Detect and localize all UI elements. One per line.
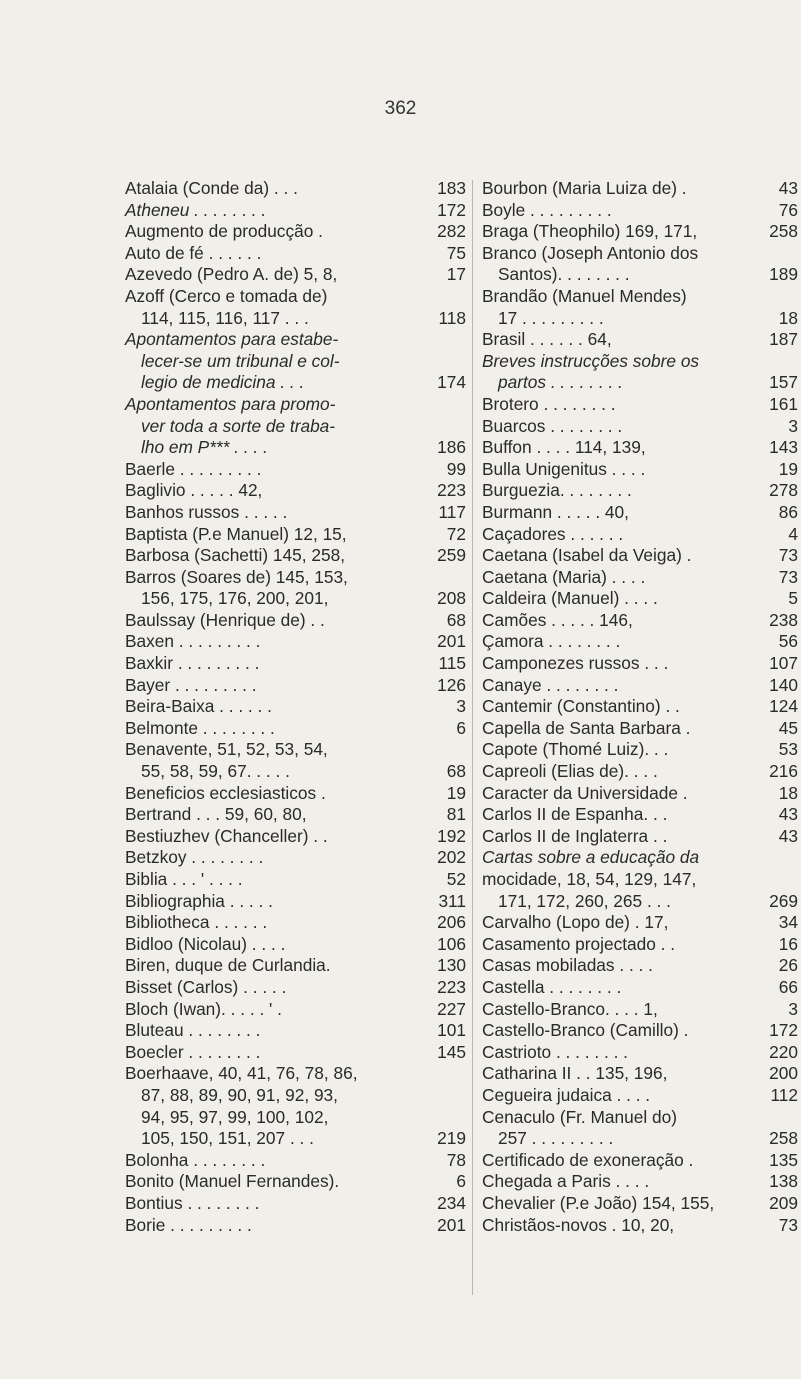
index-entry	[482, 1042, 798, 1064]
index-entry	[482, 804, 798, 826]
index-entry	[482, 718, 798, 740]
index-entry	[125, 221, 466, 243]
index-entry	[125, 1063, 466, 1149]
index-entry-text: Carlos II de Espanha. . .	[482, 804, 668, 825]
index-entry-page: 259	[437, 545, 466, 566]
index-entry-text: Atheneu . . . . . . . .	[125, 199, 267, 220]
index-entry-page: 201	[437, 1214, 466, 1235]
index-entry	[125, 1042, 466, 1064]
index-entry	[125, 675, 466, 697]
index-entry	[482, 783, 798, 805]
index-entry	[482, 1150, 798, 1172]
index-entry	[125, 1020, 466, 1042]
index-entry-page: 68	[446, 761, 466, 782]
index-entry-page: 107	[769, 653, 798, 674]
index-entry-text: Burmann . . . . . 40,	[482, 501, 629, 522]
index-entry	[482, 416, 798, 438]
index-entry-page: 183	[437, 178, 466, 198]
index-entry	[125, 826, 466, 848]
index-entry-page: 68	[446, 609, 466, 630]
index-entry-text: Camponezes russos . . .	[482, 653, 669, 674]
index-entry-page: 278	[769, 480, 798, 501]
index-entry	[125, 480, 466, 502]
index-entry-text: Bonito (Manuel Fernandes).	[125, 1171, 340, 1192]
index-entry-text: Casamento projectado . .	[482, 933, 676, 954]
index-entry-page: 75	[446, 242, 466, 263]
index-entry-page: 73	[778, 566, 798, 587]
index-entry-page: 208	[437, 588, 466, 609]
index-entry-page: 192	[437, 825, 466, 846]
index-entry-text: Castello-Branco. . . . 1,	[482, 998, 658, 1019]
index-entry	[482, 934, 798, 956]
index-entry-text: 114, 115, 116, 117 . . .	[141, 307, 309, 328]
index-entry-page: 45	[778, 717, 798, 738]
index-entry	[482, 1085, 798, 1107]
index-entry-text: Barbosa (Sachetti) 145, 258,	[125, 545, 345, 566]
index-entry-text: Bidloo (Nicolau) . . . .	[125, 933, 286, 954]
index-entry-text: Benavente, 51, 52, 53, 54,	[125, 739, 328, 760]
index-entry	[125, 394, 466, 459]
index-entry-page: 18	[778, 782, 798, 803]
index-entry	[482, 739, 798, 761]
index-entry-page: 115	[438, 653, 466, 674]
page-number: 362	[384, 98, 417, 119]
index-entry-page: 73	[778, 1214, 798, 1235]
index-entry	[125, 1171, 466, 1193]
index-entry-text: Baulssay (Henrique de) . .	[125, 609, 325, 630]
index-entry-page: 130	[437, 955, 466, 976]
index-entry-text: 94, 95, 97, 99, 100, 102,	[141, 1106, 329, 1127]
index-entry-page: 135	[769, 1149, 798, 1170]
index-entry	[482, 1171, 798, 1193]
index-entry-page: 53	[778, 739, 798, 760]
index-entry	[482, 696, 798, 718]
index-entry-text: Banhos russos . . . . .	[125, 501, 288, 522]
index-entry	[125, 1150, 466, 1172]
index-entry-page: 161	[769, 393, 798, 414]
index-entry-text: Çamora . . . . . . . .	[482, 631, 621, 652]
index-entry-text: partos . . . . . . . .	[498, 372, 623, 393]
index-entry-text: Boyle . . . . . . . . .	[482, 199, 612, 220]
index-entry-page: 43	[778, 825, 798, 846]
index-entry	[125, 847, 466, 869]
index-entry-text: Baxen . . . . . . . . .	[125, 631, 261, 652]
index-entry	[125, 783, 466, 805]
index-entry-text: Augmento de producção .	[125, 221, 323, 242]
index-entry-page: 19	[446, 782, 466, 803]
index-entry-text: Brasil . . . . . . 64,	[482, 329, 612, 350]
index-entry-page: 201	[437, 631, 466, 652]
index-entry-text: legio de medicina . . .	[141, 372, 305, 393]
index-entry	[125, 999, 466, 1021]
index-entry-page: 34	[778, 912, 798, 933]
index-entry-page: 4	[788, 523, 798, 544]
index-entry-page: 17	[446, 264, 466, 285]
index-entry	[125, 178, 466, 200]
index-entry-text: Capote (Thomé Luiz). . .	[482, 739, 669, 760]
index-entry-page: 19	[778, 458, 798, 479]
index-entry	[125, 718, 466, 740]
index-entry-page: 157	[769, 372, 798, 393]
index-entry-page: 282	[437, 221, 466, 242]
index-entry-page: 52	[446, 869, 466, 889]
index-entry	[482, 567, 798, 589]
index-entry	[482, 1215, 798, 1237]
index-entry-page: 6	[456, 1171, 466, 1192]
index-entry	[482, 200, 798, 222]
index-entry-page: 3	[456, 696, 466, 717]
index-entry-page: 187	[769, 329, 798, 350]
index-entry-page: 16	[778, 933, 798, 954]
index-entry-text: Castrioto . . . . . . . .	[482, 1041, 628, 1062]
index-entry-text: Canaye . . . . . . . .	[482, 674, 619, 695]
index-entry-text: Atalaia (Conde da) . . .	[125, 178, 298, 198]
index-entry	[125, 264, 466, 286]
index-entry-text: Belmonte . . . . . . . .	[125, 717, 275, 738]
index-entry-page: 5	[788, 588, 798, 609]
index-entry	[482, 286, 798, 329]
index-column-right	[482, 178, 798, 1236]
index-entry	[482, 243, 798, 286]
index-entry-text: Buarcos . . . . . . . .	[482, 415, 623, 436]
index-entry-text: Caracter da Universidade .	[482, 782, 688, 803]
index-entry-page: 186	[437, 437, 466, 458]
index-entry	[125, 459, 466, 481]
index-entry-page: 200	[769, 1063, 798, 1084]
index-entry	[482, 459, 798, 481]
index-entry-page: 43	[778, 804, 798, 825]
index-entry	[125, 1193, 466, 1215]
index-entry-page: 3	[788, 998, 798, 1019]
index-entry-page: 140	[769, 674, 798, 695]
index-entry-text: Bibliotheca . . . . . .	[125, 912, 268, 933]
index-entry	[125, 243, 466, 265]
index-entry-page: 145	[437, 1041, 466, 1062]
index-entry	[125, 524, 466, 546]
index-column-left	[125, 178, 466, 1236]
index-entry	[482, 912, 798, 934]
index-entry-page: 73	[778, 545, 798, 566]
index-entry-text: Caçadores . . . . . .	[482, 523, 624, 544]
index-entry	[125, 955, 466, 977]
index-entry-text: Caetana (Maria) . . . .	[482, 566, 646, 587]
index-entry-text: Bertrand . . . 59, 60, 80,	[125, 804, 307, 825]
index-entry-text: Chevalier (P.e João) 154, 155,	[482, 1192, 715, 1213]
index-entry-text: Barros (Soares de) 145, 153,	[125, 566, 348, 587]
index-entry	[125, 502, 466, 524]
index-entry-text: Baerle . . . . . . . . .	[125, 458, 262, 479]
index-entry-page: 234	[437, 1192, 466, 1213]
index-entry-page: 258	[769, 221, 798, 242]
index-entry-page: 172	[437, 199, 466, 220]
index-entry-page: 124	[769, 696, 798, 717]
index-entry-text: Beneficios ecclesiasticos .	[125, 782, 326, 803]
index-entry-page: 238	[769, 609, 798, 630]
index-entry-text: Santos). . . . . . . .	[498, 264, 630, 285]
index-entry-text: Brandão (Manuel Mendes)	[482, 285, 687, 306]
index-entry-text: Castella . . . . . . . .	[482, 976, 622, 997]
index-entry	[125, 1215, 466, 1237]
index-entry	[125, 696, 466, 718]
index-entry-text: Camões . . . . . 146,	[482, 609, 633, 630]
index-entry-text: Buffon . . . . 114, 139,	[482, 437, 646, 458]
index-entry-text: Bluteau . . . . . . . .	[125, 1020, 261, 1041]
index-entry-page: 43	[778, 178, 798, 198]
index-entry	[125, 804, 466, 826]
index-entry	[125, 545, 466, 567]
index-entry-page: 216	[769, 761, 798, 782]
index-entry	[482, 761, 798, 783]
index-entry-page: 219	[437, 1128, 466, 1149]
index-entry-text: Bisset (Carlos) . . . . .	[125, 976, 287, 997]
index-entry-text: Cenaculo (Fr. Manuel do)	[482, 1106, 677, 1127]
index-entry-page: 66	[778, 976, 798, 997]
index-entry	[482, 524, 798, 546]
index-entry	[482, 1107, 798, 1150]
index-entry-text: lecer-se um tribunal e col-	[141, 350, 340, 371]
index-entry-page: 209	[769, 1192, 798, 1213]
index-entry-page: 76	[778, 199, 798, 220]
index-entry-text: Burguezia. . . . . . . .	[482, 480, 632, 501]
index-entry	[125, 286, 466, 329]
index-entry	[125, 891, 466, 913]
index-entry-text: Azevedo (Pedro A. de) 5, 8,	[125, 264, 338, 285]
index-entry	[482, 847, 798, 869]
index-entry	[482, 437, 798, 459]
index-entry-page: 206	[437, 912, 466, 933]
index-entry-text: Bolonha . . . . . . . .	[125, 1149, 266, 1170]
index-entry-text: Beira-Baixa . . . . . .	[125, 696, 272, 717]
index-entry-text: Branco (Joseph Antonio dos	[482, 242, 699, 263]
index-entry-text: Cegueira judaica . . . .	[482, 1084, 651, 1105]
index-entry	[482, 178, 798, 200]
index-entry-text: Bontius . . . . . . . .	[125, 1192, 260, 1213]
index-entry	[125, 739, 466, 782]
index-entry-text: lho em P*** . . . .	[141, 437, 268, 458]
index-entry-text: Carvalho (Lopo de) . 17,	[482, 912, 669, 933]
index-entry	[482, 653, 798, 675]
index-entry-text: Biblia . . . ' . . . .	[125, 869, 243, 889]
index-entry-text: Bloch (Iwan). . . . . ' .	[125, 998, 282, 1019]
index-entry	[482, 1063, 798, 1085]
index-entry-text: Catharina II . . 135, 196,	[482, 1063, 668, 1084]
index-entry	[482, 955, 798, 977]
index-entry-text: Cartas sobre a educação da	[482, 847, 700, 868]
index-entry-text: 87, 88, 89, 90, 91, 92, 93,	[141, 1084, 338, 1105]
index-entry-page: 106	[437, 933, 466, 954]
index-entry	[482, 1193, 798, 1215]
index-entry-page: 143	[769, 437, 798, 458]
index-entry	[482, 999, 798, 1021]
index-entry-text: mocidade, 18, 54, 129, 147,	[482, 869, 697, 889]
index-entry-page: 227	[437, 998, 466, 1019]
index-entry	[482, 610, 798, 632]
index-entry-page: 18	[778, 307, 798, 328]
index-entry-page: 26	[778, 955, 798, 976]
index-entry-text: Carlos II de Inglaterra . .	[482, 825, 668, 846]
index-entry-text: 17 . . . . . . . . .	[498, 307, 604, 328]
index-entry-text: Brotero . . . . . . . .	[482, 393, 616, 414]
index-entry-page: 174	[437, 372, 466, 393]
index-entry-text: Boerhaave, 40, 41, 76, 78, 86,	[125, 1063, 358, 1084]
index-entry	[482, 394, 798, 416]
index-entry-text: Casas mobiladas . . . .	[482, 955, 653, 976]
index-entry	[482, 675, 798, 697]
index-entry-text: 105, 150, 151, 207 . . .	[141, 1128, 314, 1149]
index-entry-page: 112	[770, 1084, 798, 1105]
index-entry-page: 202	[437, 847, 466, 868]
index-entry	[482, 329, 798, 351]
index-entry-page: 269	[769, 890, 798, 911]
index-entry-page: 126	[437, 674, 466, 695]
index-entry-text: 257 . . . . . . . . .	[498, 1128, 614, 1149]
index-entry	[482, 545, 798, 567]
index-entry-text: Caldeira (Manuel) . . . .	[482, 588, 658, 609]
index-entry	[482, 826, 798, 848]
index-entry	[482, 221, 798, 243]
index-entry-page: 56	[778, 631, 798, 652]
index-entry-text: Braga (Theophilo) 169, 171,	[482, 221, 698, 242]
index-entry	[482, 351, 798, 394]
index-entry-text: Certificado de exoneração .	[482, 1149, 694, 1170]
index-entry-text: Cantemir (Constantino) . .	[482, 696, 680, 717]
index-entry	[125, 934, 466, 956]
index-entry	[482, 502, 798, 524]
index-entry-page: 117	[438, 501, 466, 522]
index-entry-text: Auto de fé . . . . . .	[125, 242, 262, 263]
index-entry	[482, 977, 798, 999]
index-entry-text: Bulla Unigenitus . . . .	[482, 458, 646, 479]
index-entry-page: 99	[446, 458, 466, 479]
index-entry-text: 156, 175, 176, 200, 201,	[141, 588, 329, 609]
index-entry-page: 189	[769, 264, 798, 285]
index-entry-text: Caetana (Isabel da Veiga) .	[482, 545, 692, 566]
index-entry-text: 55, 58, 59, 67. . . . .	[141, 761, 290, 782]
index-entry	[125, 200, 466, 222]
index-entry-page: 223	[437, 480, 466, 501]
index-entry-text: Borie . . . . . . . . .	[125, 1214, 252, 1235]
index-entry-text: Biren, duque de Curlandia.	[125, 955, 331, 976]
index-entry	[125, 631, 466, 653]
index-entry-text: Azoff (Cerco e tomada de)	[125, 285, 328, 306]
index-entry	[125, 567, 466, 610]
index-entry-text: Apontamentos para estabe-	[125, 329, 339, 350]
index-entry	[482, 631, 798, 653]
column-divider	[472, 180, 473, 1295]
index-entry-text: Bourbon (Maria Luiza de) .	[482, 178, 687, 198]
index-entry	[482, 480, 798, 502]
index-entry-page: 72	[446, 523, 466, 544]
index-entry-text: 171, 172, 260, 265 . . .	[498, 890, 671, 911]
index-entry	[482, 588, 798, 610]
index-entry-page: 138	[769, 1171, 798, 1192]
index-entry-text: Castello-Branco (Camillo) .	[482, 1020, 689, 1041]
index-entry	[125, 653, 466, 675]
index-entry	[125, 610, 466, 632]
index-entry	[482, 869, 798, 912]
index-entry-text: Christãos-novos . 10, 20,	[482, 1214, 675, 1235]
index-entry-page: 223	[437, 976, 466, 997]
index-entry-page: 118	[438, 307, 466, 328]
index-entry	[125, 912, 466, 934]
index-entry-text: Boecler . . . . . . . .	[125, 1041, 261, 1062]
index-entry-page: 101	[437, 1020, 466, 1041]
index-entry	[482, 1020, 798, 1042]
index-entry-page: 86	[778, 501, 798, 522]
index-entry-page: 220	[769, 1041, 798, 1062]
index-entry-page: 172	[769, 1020, 798, 1041]
index-entry-text: Capreoli (Elias de). . . .	[482, 761, 658, 782]
index-entry	[125, 869, 466, 891]
index-entry-text: Bibliographia . . . . .	[125, 890, 273, 911]
index-entry-text: Capella de Santa Barbara .	[482, 717, 691, 738]
index-entry-text: Baglivio . . . . . 42,	[125, 480, 263, 501]
index-entry-page: 3	[788, 415, 798, 436]
index-entry-text: Baptista (P.e Manuel) 12, 15,	[125, 523, 347, 544]
index-entry-text: Baxkir . . . . . . . . .	[125, 653, 260, 674]
index-entry-page: 258	[769, 1128, 798, 1149]
index-entry-page: 78	[446, 1149, 466, 1170]
index-entry-text: Apontamentos para promo-	[125, 393, 336, 414]
index-entry-text: Chegada a Paris . . . .	[482, 1171, 650, 1192]
index-entry-text: ver toda a sorte de traba-	[141, 415, 336, 436]
index-entry-text: Bestiuzhev (Chanceller) . .	[125, 825, 328, 846]
index-entry-text: Bayer . . . . . . . . .	[125, 674, 257, 695]
index-entry-page: 311	[438, 890, 466, 911]
index-entry	[125, 977, 466, 999]
index-entry-text: Breves instrucções sobre os	[482, 350, 700, 371]
index-entry	[125, 329, 466, 394]
index-entry-text: Betzkoy . . . . . . . .	[125, 847, 264, 868]
index-entry-page: 6	[456, 717, 466, 738]
index-entry-page: 81	[446, 804, 466, 825]
